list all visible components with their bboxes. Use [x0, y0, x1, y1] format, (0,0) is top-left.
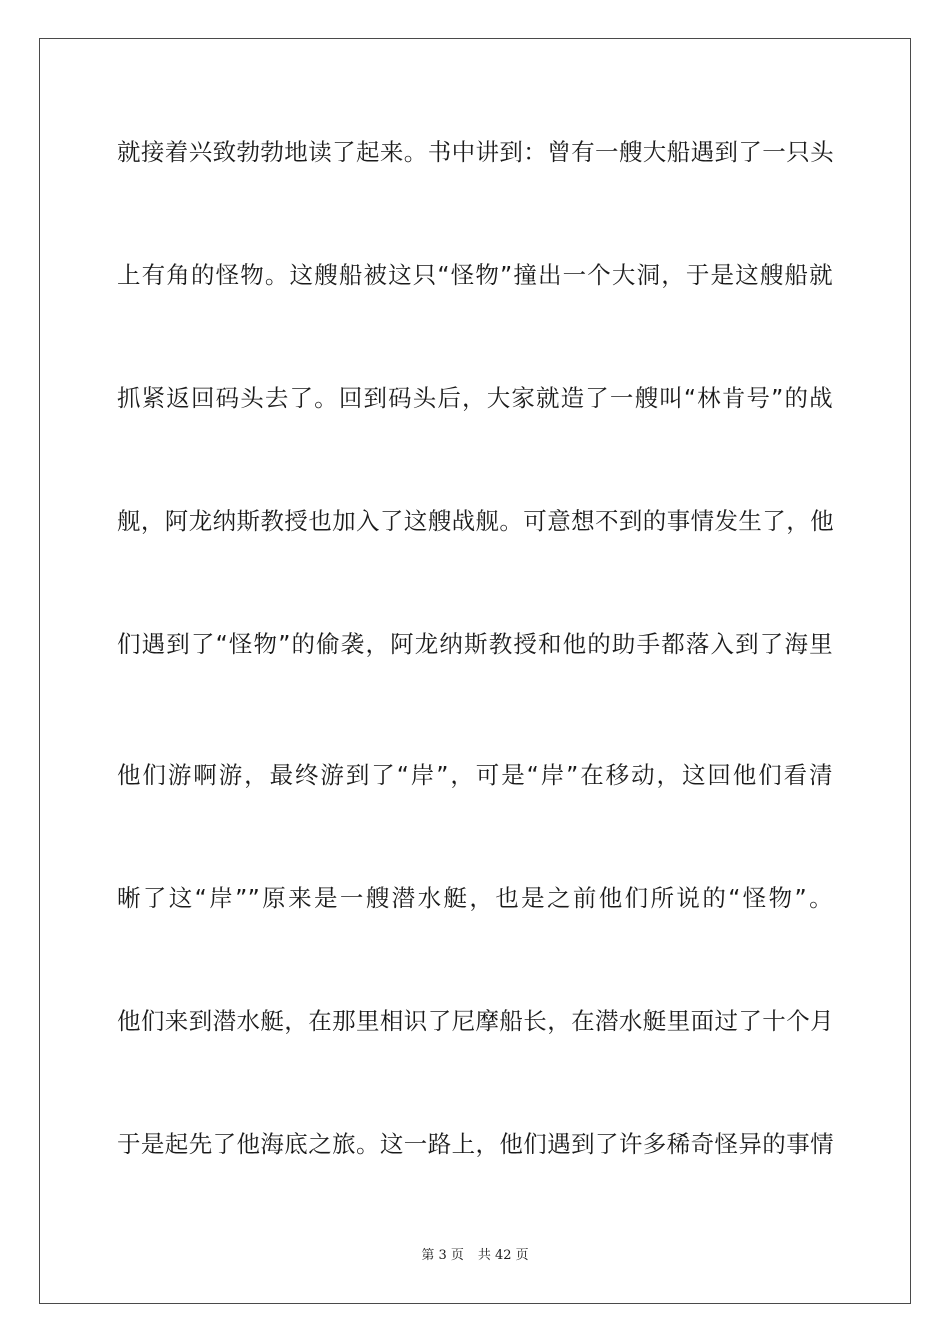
paragraph-line: 们遇到了“怪物”的偷袭，阿龙纳斯教授和他的助手都落入到了海里 [117, 630, 833, 658]
paragraph-line: 晰了这“岸””原来是一艘潜水艇，也是之前他们所说的“怪物”。 [117, 884, 833, 912]
page-number: 第 3 页 [421, 1248, 464, 1263]
paragraph-line: 于是起先了他海底之旅。这一路上，他们遇到了许多稀奇怪异的事情 [117, 1130, 834, 1158]
page-border [39, 38, 911, 1304]
page-footer [0, 1247, 950, 1265]
paragraph-line: 他们来到潜水艇，在那里相识了尼摩船长，在潜水艇里面过了十个月 [117, 1007, 834, 1035]
paragraph-line: 就接着兴致勃勃地读了起来。书中讲到：曾有一艘大船遇到了一只头 [117, 138, 834, 166]
paragraph-line: 上有角的怪物。这艘船被这只“怪物”撞出一个大洞，于是这艘船就 [117, 261, 833, 289]
paragraph-line: 他们游啊游，最终游到了“岸”，可是“岸”在移动，这回他们看清 [117, 761, 833, 789]
paragraph-line: 抓紧返回码头去了。回到码头后，大家就造了一艘叫“林肯号”的战 [117, 384, 833, 412]
paragraph-line: 舰，阿龙纳斯教授也加入了这艘战舰。可意想不到的事情发生了，他 [117, 507, 834, 535]
page-total: 共 42 页 [477, 1248, 529, 1263]
